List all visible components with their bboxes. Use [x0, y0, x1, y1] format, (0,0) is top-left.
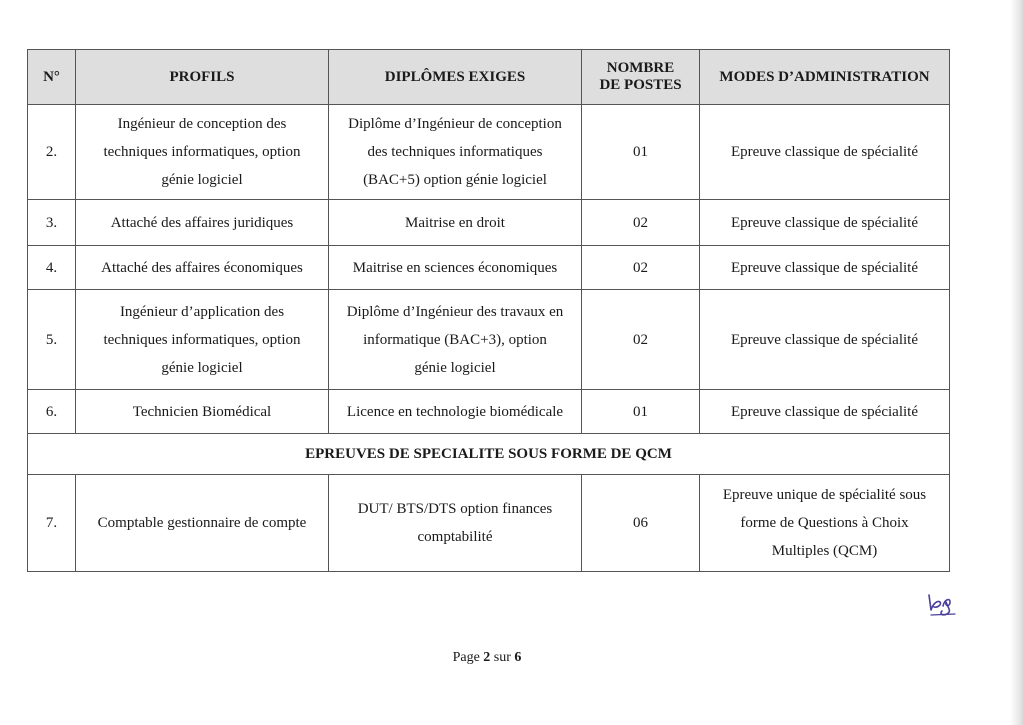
header-row [28, 50, 950, 105]
recruitment-table [27, 49, 950, 572]
profil-line: techniques informatiques, option [103, 331, 301, 348]
header-nombre-postes [582, 50, 700, 105]
mode-line: forme de Questions à Choix [740, 515, 909, 531]
footer-page-current: 2 [483, 650, 491, 665]
row-num: 7. [28, 475, 76, 572]
diplome-line: génie logiciel [414, 359, 496, 376]
page-footer [0, 650, 974, 666]
section-row [28, 434, 950, 475]
row-profil: Comptable gestionnaire de compte [76, 475, 329, 572]
table-row [28, 200, 950, 246]
diplome-line: informatique (BAC+3), option [363, 331, 547, 348]
table-row [28, 390, 950, 434]
row-num: 6. [28, 390, 76, 434]
header-nombre-line1: NOMBRE [606, 60, 675, 76]
profil-line: génie logiciel [161, 359, 243, 376]
row-mode: Epreuve classique de spécialité [700, 200, 950, 246]
table-row [28, 475, 950, 572]
diplome-line: Diplôme d’Ingénieur de conception [348, 116, 562, 132]
mode-line: Epreuve unique de spécialité sous [722, 487, 927, 503]
row-postes: 02 [582, 200, 700, 246]
profil-line: techniques informatiques, option [103, 144, 301, 160]
header-diplomes: DIPLÔMES EXIGES [329, 50, 582, 105]
footer-sur-word: sur [493, 650, 511, 665]
row-num: 3. [28, 200, 76, 246]
row-postes: 01 [582, 105, 700, 200]
footer-page-word: Page [452, 650, 480, 665]
header-profils: PROFILS [76, 50, 329, 105]
table-row [28, 105, 950, 200]
row-num: 2. [28, 105, 76, 200]
diplome-line: des techniques informatiques [367, 144, 543, 160]
page-edge-shadow [1010, 0, 1024, 725]
row-mode: Epreuve classique de spécialité [700, 390, 950, 434]
row-profil: Attaché des affaires économiques [76, 246, 329, 290]
row-mode: Epreuve classique de spécialité [700, 290, 950, 390]
row-num: 4. [28, 246, 76, 290]
row-diplome: Maitrise en droit [329, 200, 582, 246]
diplome-line: (BAC+5) option génie logiciel [363, 172, 547, 188]
section-title: EPREUVES DE SPECIALITE SOUS FORME DE QCM [28, 434, 950, 475]
row-num: 5. [28, 290, 76, 390]
row-postes: 01 [582, 390, 700, 434]
header-nombre-line2: DE POSTES [599, 77, 682, 93]
table-row [28, 290, 950, 390]
row-mode: Epreuve classique de spécialité [700, 246, 950, 290]
row-postes: 02 [582, 246, 700, 290]
profil-line: Ingénieur de conception des [117, 116, 287, 132]
row-diplome [329, 105, 582, 200]
row-diplome: Maitrise en sciences économiques [329, 246, 582, 290]
header-num: N° [28, 50, 76, 105]
row-diplome: Licence en technologie biomédicale [329, 390, 582, 434]
mode-line: Multiples (QCM) [771, 543, 878, 559]
row-diplome [329, 290, 582, 390]
diplome-line: DUT/ BTS/DTS option finances [357, 501, 553, 517]
diplome-line: comptabilité [417, 529, 493, 545]
profil-line: génie logiciel [161, 172, 243, 188]
row-postes: 06 [582, 475, 700, 572]
row-mode: Epreuve classique de spécialité [700, 105, 950, 200]
row-profil [76, 290, 329, 390]
table-row [28, 246, 950, 290]
row-profil: Attaché des affaires juridiques [76, 200, 329, 246]
row-diplome [329, 475, 582, 572]
row-postes: 02 [582, 290, 700, 390]
handwritten-initials [925, 590, 961, 618]
row-profil: Technicien Biomédical [76, 390, 329, 434]
footer-page-total: 6 [514, 650, 522, 665]
header-modes: MODES D’ADMINISTRATION [700, 50, 950, 105]
profil-line: Ingénieur d’application des [119, 303, 285, 320]
row-profil [76, 105, 329, 200]
row-mode [700, 475, 950, 572]
diplome-line: Diplôme d’Ingénieur des travaux en [346, 303, 564, 320]
